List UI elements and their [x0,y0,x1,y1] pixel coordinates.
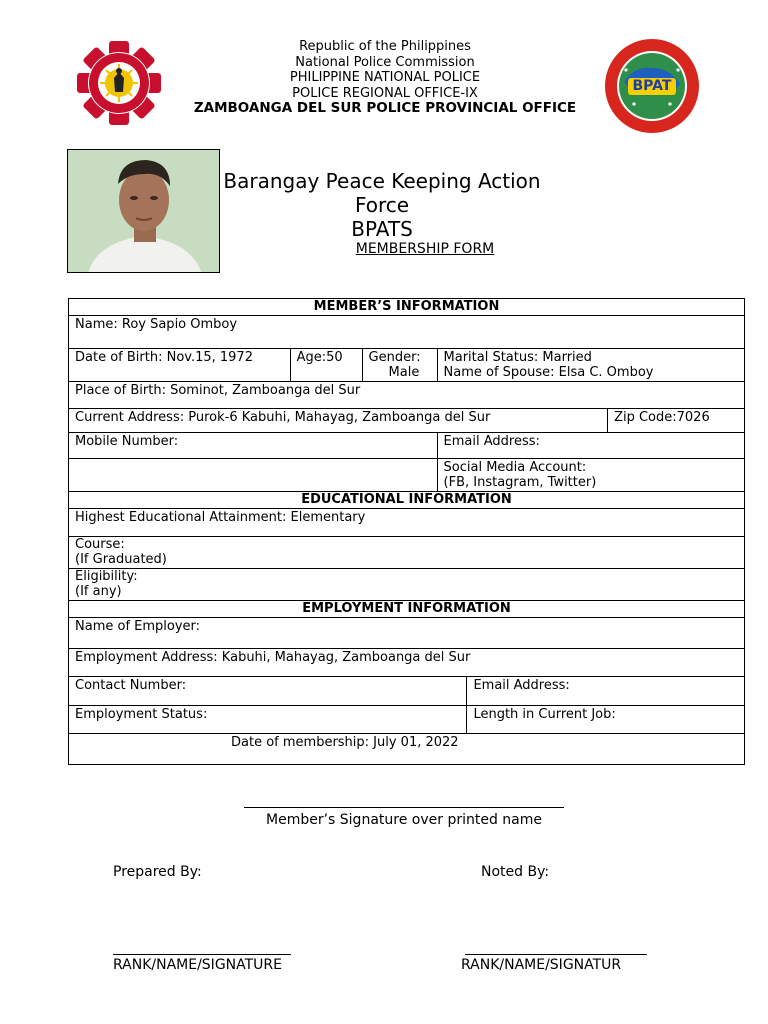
prepared-by-signature-line[interactable] [113,954,291,955]
field-employment-address[interactable]: Employment Address: Kabuhi, Mahayag, Zamboanga del Sur [69,649,745,677]
field-marital[interactable] [437,349,744,382]
form-subtitle: MEMBERSHIP FORM [355,241,495,257]
field-social-media[interactable] [437,459,744,492]
course-label: Course: [75,537,125,552]
field-zip[interactable]: Zip Code:7026 [608,409,745,433]
prepared-by-rank-label: RANK/NAME/SIGNATURE [113,957,282,973]
field-email[interactable]: Email Address: [437,433,744,459]
field-gender[interactable] [362,349,437,382]
spouse-name: Name of Spouse: Elsa C. Omboy [443,365,654,380]
noted-by-signature-line[interactable] [465,954,647,955]
bpat-logo [604,38,700,134]
form-title [222,169,542,241]
field-mobile-blank[interactable] [69,459,438,492]
field-membership-date[interactable] [69,734,745,765]
field-current-address[interactable]: Current Address: Purok-6 Kabuhi, Mahayag, Zamboanga del Sur [69,409,608,433]
member-signature-line[interactable] [244,807,564,808]
field-eligibility[interactable] [69,569,745,601]
field-mobile[interactable]: Mobile Number: [69,433,438,459]
social-hint: (FB, Instagram, Twitter) [443,475,597,490]
header-line-pnp: PHILIPPINE NATIONAL POLICE [289,70,481,85]
header-line-napolcom: National Police Commission [295,54,475,70]
field-name[interactable]: Name: Roy Sapio Omboy [69,316,745,349]
noted-by-label: Noted By: [481,864,550,880]
member-signature-label: Member’s Signature over printed name [266,812,542,828]
noted-by-rank-label: RANK/NAME/SIGNATUR [461,957,622,973]
form-title-line1: Barangay Peace Keeping Action Force [223,169,541,217]
form-title-line2: BPATS [351,217,413,241]
header-line-pro: POLICE REGIONAL OFFICE-IX [292,85,478,101]
field-dob[interactable]: Date of Birth: Nov.15, 1972 [69,349,291,382]
membership-table [68,298,745,765]
field-place-of-birth[interactable]: Place of Birth: Sominot, Zamboanga del Sur [69,382,745,409]
field-employment-email[interactable]: Email Address: [467,677,745,706]
eligibility-hint: (If any) [75,584,122,599]
pnp-logo [76,40,162,126]
section-educational-info: EDUCATIONAL INFORMATION [69,492,745,509]
prepared-by-label: Prepared By: [113,864,202,880]
field-length-current-job[interactable]: Length in Current Job: [467,706,745,734]
marital-status: Marital Status: Married [443,350,592,365]
field-employer[interactable]: Name of Employer: [69,618,745,649]
letterhead [160,39,610,117]
header-line-republic: Republic of the Philippines [299,39,471,54]
membership-date: Date of membership: July 01, 2022 [231,735,459,750]
course-hint: (If Graduated) [75,552,167,567]
member-photo [67,149,220,273]
field-age[interactable]: Age:50 [290,349,362,382]
gender-value: Male [388,365,420,380]
social-label: Social Media Account: [443,460,587,475]
section-members-info: MEMBER’S INFORMATION [69,299,745,316]
field-course[interactable] [69,537,745,569]
eligibility-label: Eligibility: [75,569,138,584]
field-educational-attainment[interactable]: Highest Educational Attainment: Elementary [69,509,745,537]
field-contact-number[interactable]: Contact Number: [69,677,467,706]
bpat-logo-text: BPAT [632,78,672,94]
field-employment-status[interactable]: Employment Status: [69,706,467,734]
gender-label: Gender: [368,350,421,365]
header-line-provincial-office: ZAMBOANGA DEL SUR POLICE PROVINCIAL OFFICE [193,100,577,116]
section-employment-info: EMPLOYMENT INFORMATION [69,601,745,618]
